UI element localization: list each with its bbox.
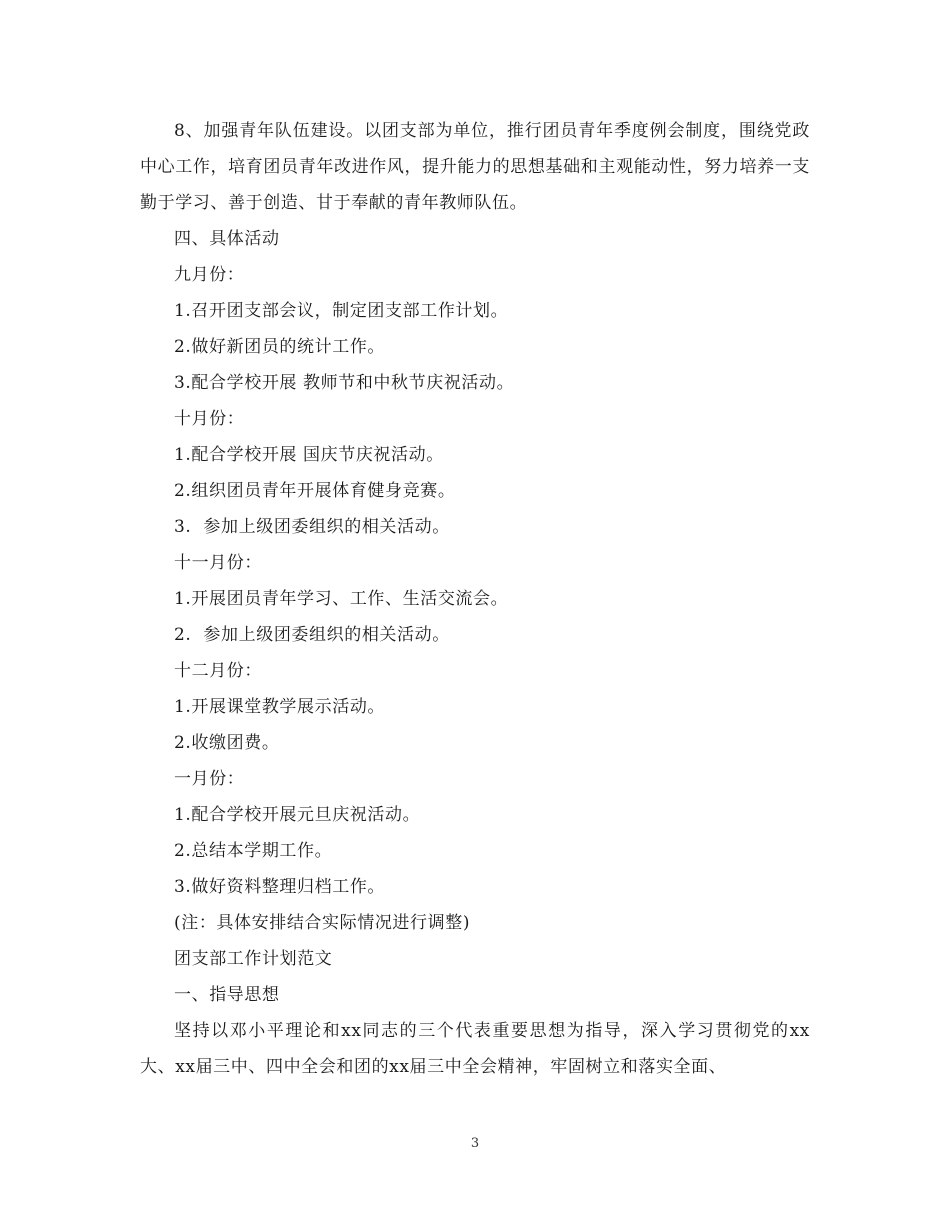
paragraph-item-8-team-building: 8、加强青年队伍建设。以团支部为单位，推行团员青年季度例会制度，围绕党政中心工作，培育团员青年改进作风，提升能力的思想基础和主观能动性，努力培养一支勤于学习、善于创造、甘于奉献的青年教师队伍。 [140,121,810,213]
month-heading-january: 一月份： [174,769,245,789]
month-heading-september: 九月份： [174,265,245,285]
section-heading-guiding-ideology: 一、指导思想 [174,985,280,1005]
page-number: 3 [470,1136,480,1151]
month-heading-november: 十一月份： [174,553,262,573]
paragraph-guiding-ideology: 坚持以邓小平理论和xx同志的三个代表重要思想为指导，深入学习贯彻党的xx大、xx届三中、四中全会和团的xx届三中全会精神，牢固树立和落实全面、 [140,1021,810,1077]
list-item: 3. 参加上级团委组织的相关活动。 [174,517,450,537]
list-item: 2.收缴团费。 [174,733,280,753]
month-heading-october: 十月份： [174,409,245,429]
list-item: 3.配合学校开展 教师节和中秋节庆祝活动。 [174,373,515,393]
section-heading-activities: 四、具体活动 [174,229,280,249]
list-item: 1.开展团员青年学习、工作、生活交流会。 [174,589,509,609]
list-item: 2. 参加上级团委组织的相关活动。 [174,625,450,645]
list-item: 1.开展课堂教学展示活动。 [174,697,386,717]
list-item: 3.做好资料整理归档工作。 [174,877,386,897]
list-item: 1.配合学校开展 国庆节庆祝活动。 [174,445,444,465]
list-item: 1.召开团支部会议，制定团支部工作计划。 [174,301,509,321]
month-heading-december: 十二月份： [174,661,262,681]
document-body [140,113,810,1085]
section-title-sample-plan: 团支部工作计划范文 [174,949,333,969]
list-item: 2.总结本学期工作。 [174,841,333,861]
list-item: 1.配合学校开展元旦庆祝活动。 [174,805,421,825]
note-paragraph: (注：具体安排结合实际情况进行调整) [174,913,471,933]
list-item: 2.做好新团员的统计工作。 [174,337,386,357]
list-item: 2.组织团员青年开展体育健身竞赛。 [174,481,456,501]
